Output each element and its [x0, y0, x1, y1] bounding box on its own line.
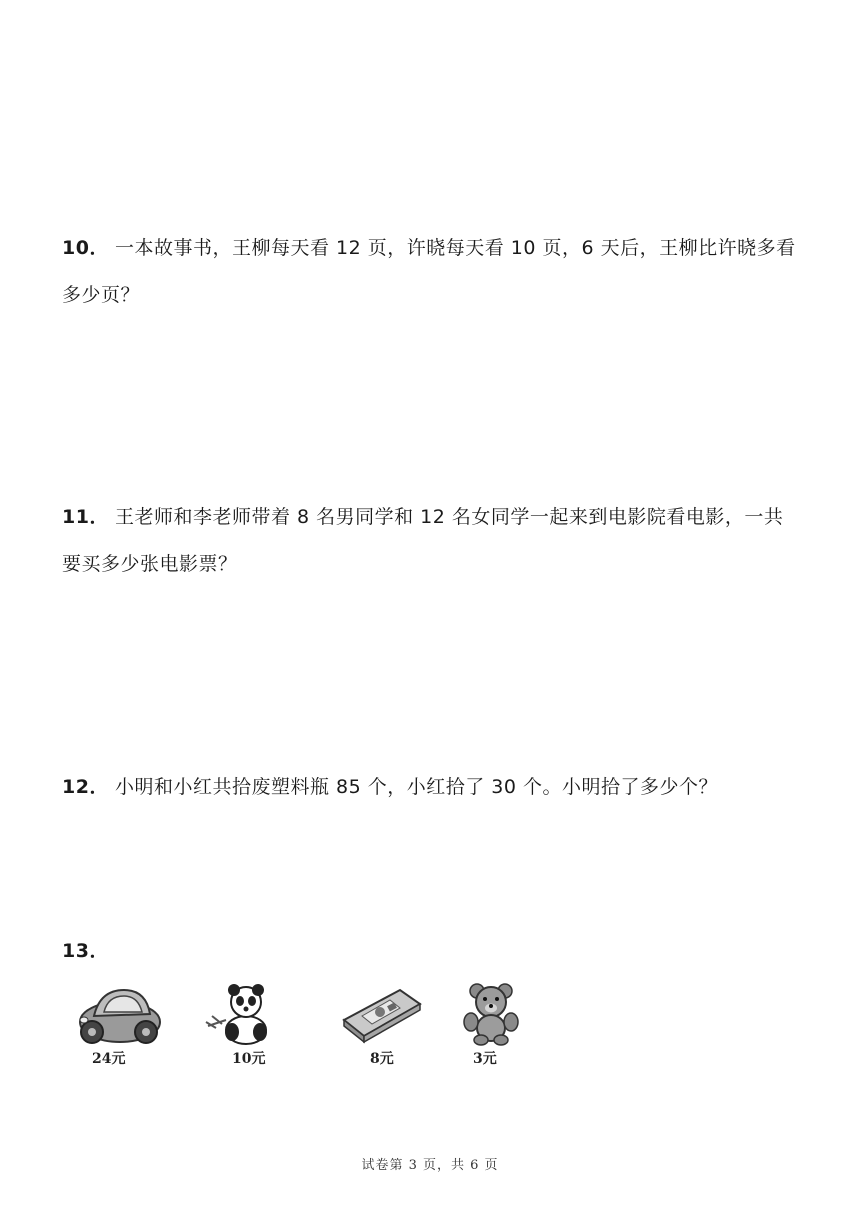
question-number: 12． [62, 776, 109, 798]
question-number: 13． [62, 940, 109, 962]
item-toy-car [74, 982, 174, 1072]
item-teddy-bear [459, 982, 559, 1072]
question-number: 11． [62, 506, 109, 528]
question-12 [62, 764, 802, 811]
item-price: 10元 [232, 1051, 266, 1067]
item-panda [204, 982, 304, 1072]
teddy-bear-icon [459, 982, 525, 1048]
question-text: 王老师和李老师带着 8 名男同学和 12 名女同学一起来到电影院看电影，一共要买多少张电影票？ [62, 506, 784, 575]
question-11 [62, 494, 802, 588]
price-items-row [74, 982, 544, 1072]
question-number: 10． [62, 237, 109, 259]
item-price: 8元 [370, 1051, 394, 1067]
item-pencil-box [340, 982, 440, 1072]
item-price: 3元 [473, 1051, 497, 1067]
question-text: 小明和小红共拾废塑料瓶 85 个，小红拾了 30 个。小明拾了多少个？ [114, 776, 718, 798]
item-price: 24元 [92, 1051, 126, 1067]
question-13 [62, 928, 802, 975]
toy-car-icon [74, 982, 164, 1048]
question-text: 一本故事书，王柳每天看 12 页，许晓每天看 10 页，6 天后，王柳比许晓多看多少页？ [62, 237, 796, 306]
pencil-box-icon [340, 982, 424, 1048]
panda-icon [204, 982, 284, 1048]
question-10 [62, 225, 802, 319]
page-footer: 试卷第 3 页，共 6 页 [361, 1158, 499, 1173]
